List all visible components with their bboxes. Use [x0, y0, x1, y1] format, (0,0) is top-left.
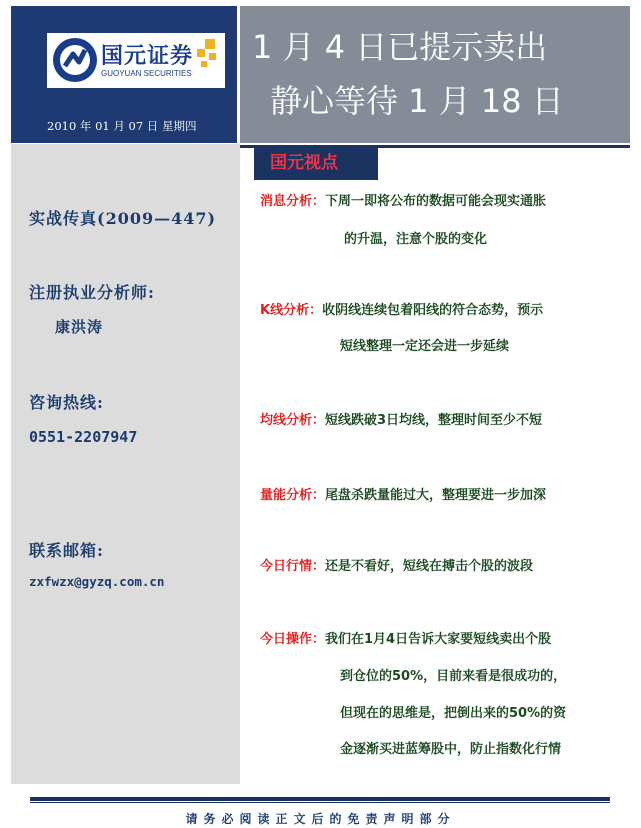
analyst-label: 注册执业分析师: [29, 283, 155, 302]
headline-line-1: 1 月 4 日已提示卖出 [252, 28, 548, 66]
analysis-text: 我们在1月4日告诉大家要短线卖出个股 [325, 632, 552, 647]
sidebar [11, 144, 240, 784]
analysis-label: 今日行情： [260, 559, 326, 574]
analysis-label: 今日操作： [260, 632, 326, 647]
hotline-label: 咨询热线: [29, 393, 104, 412]
header-logo-panel [11, 6, 237, 143]
analysis-label: 均线分析： [260, 413, 326, 428]
analysis-label: 量能分析： [260, 488, 326, 503]
analysis-label: K线分析： [260, 303, 323, 318]
analysis-text: 短线跌破3日均线，整理时间至少不短 [325, 413, 543, 428]
analysis-operation [260, 628, 551, 647]
report-number: 实战传真(2009—447) [29, 209, 217, 228]
analysis-text-cont: 短线整理一定还会进一步延续 [340, 339, 510, 354]
analysis-text: 还是不看好，短线在搏击个股的波段 [325, 559, 534, 574]
analyst-name: 康洪涛 [55, 318, 104, 336]
footer-divider-thin [30, 802, 610, 803]
guoyuan-logo-icon [51, 36, 99, 84]
logo-chinese-text: 国元证券 [101, 44, 194, 69]
hotline-number: 0551-2207947 [29, 428, 138, 446]
headline-line-2: 静心等待 1 月 18 日 [270, 82, 564, 120]
analysis-market [260, 555, 533, 574]
analysis-text-cont: 金逐渐买进蓝筹股中，防止指数化行情 [340, 742, 562, 757]
company-logo [47, 33, 225, 88]
analysis-text: 下周一即将公布的数据可能会现实通胀 [325, 194, 547, 209]
logo-squares-icon [191, 39, 221, 69]
analysis-volume [260, 484, 546, 503]
logo-english-text: GUOYUAN SECURITIES [101, 69, 192, 78]
email-address[interactable]: zxfwzx@gyzq.com.cn [29, 574, 165, 589]
footer-divider [30, 797, 610, 801]
analysis-text: 尾盘杀跌量能过大，整理要进一步加深 [325, 488, 547, 503]
analysis-text-cont: 的升温，注意个股的变化 [344, 232, 488, 247]
headline-panel [240, 6, 630, 143]
footer-disclaimer: 请务必阅读正文后的免责声明部分 [185, 812, 456, 826]
analysis-label: 消息分析： [260, 194, 326, 209]
report-date: 2010 年 01 月 07 日 星期四 [47, 119, 197, 133]
section-tab: 国元视点 [254, 146, 378, 180]
analysis-text: 收阴线连续包着阳线的符合态势，预示 [322, 303, 544, 318]
analysis-text-cont: 到仓位的50%，目前来看是很成功的， [340, 669, 567, 684]
analysis-kline [260, 299, 543, 318]
analysis-text-cont: 但现在的思维是，把倒出来的50%的资 [340, 706, 567, 721]
analysis-news [260, 190, 546, 209]
analysis-moving-average [260, 409, 542, 428]
email-label: 联系邮箱: [29, 541, 104, 560]
